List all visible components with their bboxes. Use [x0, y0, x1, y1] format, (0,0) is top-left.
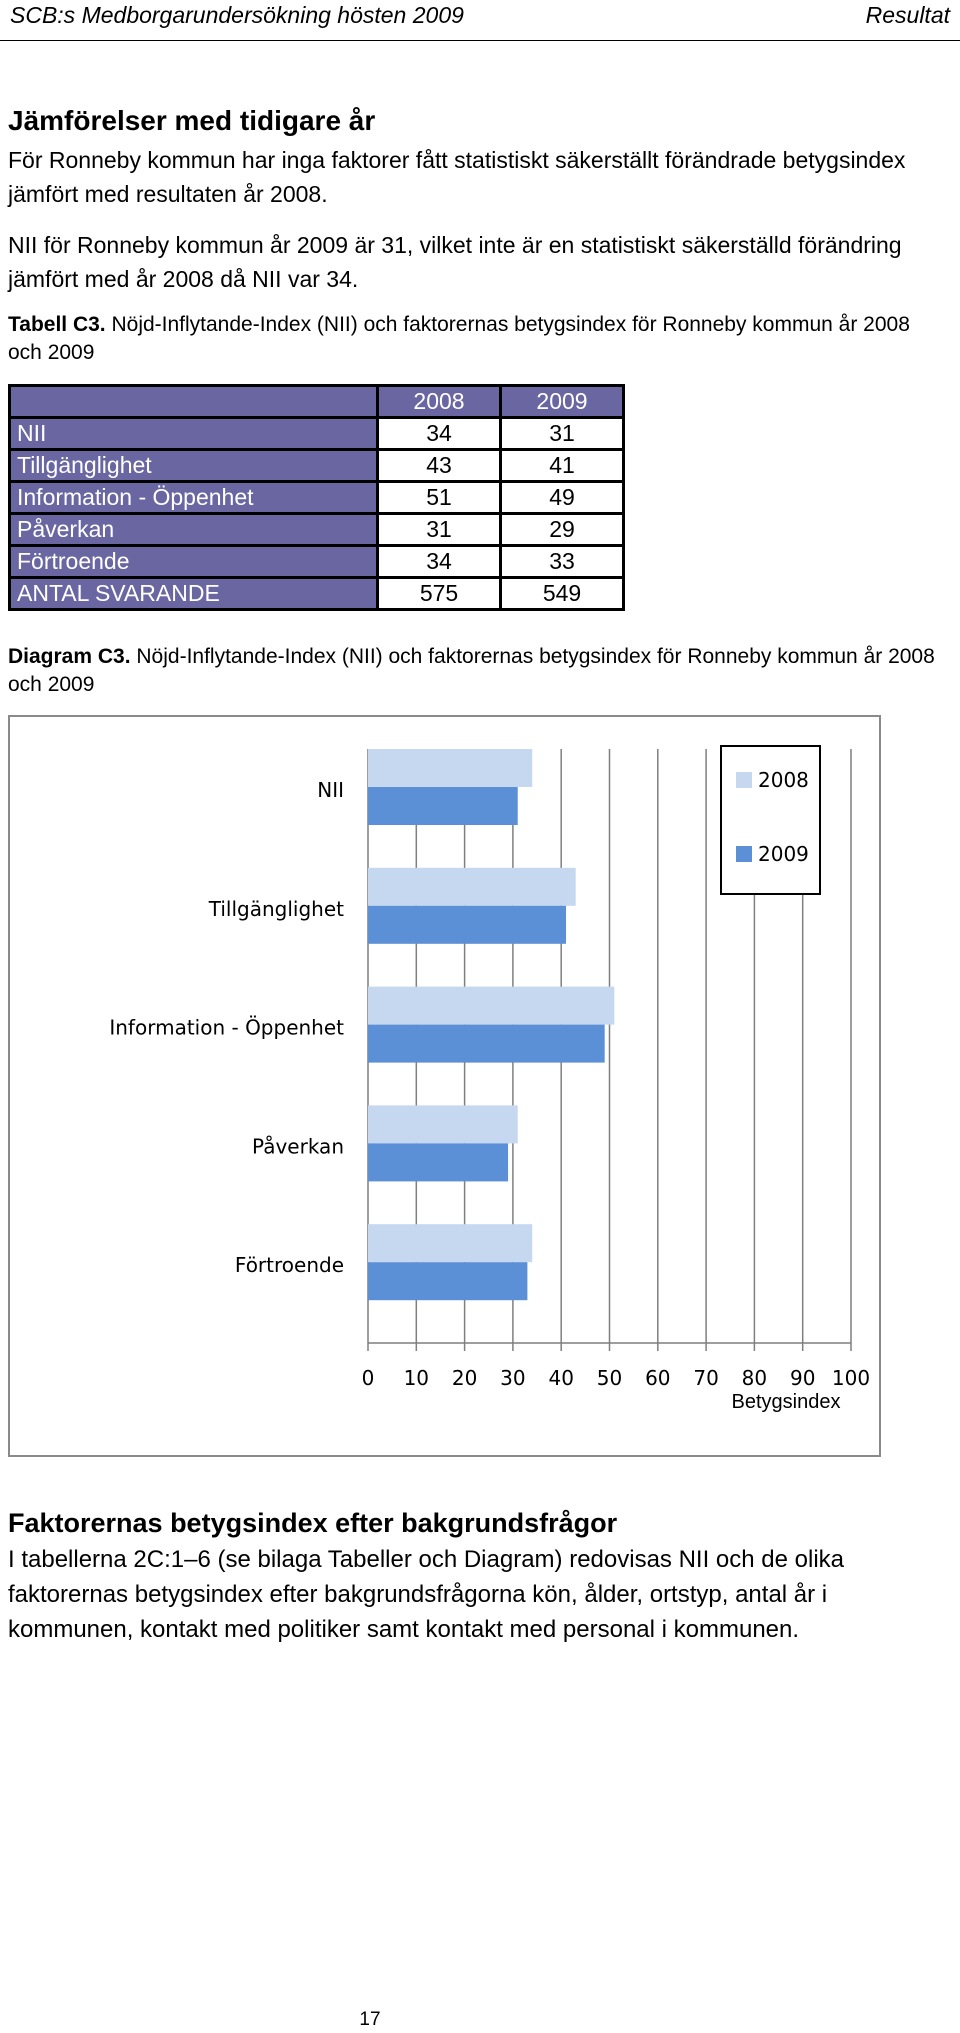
row-label: Information - Öppenhet [10, 482, 378, 514]
value-2009: 31 [501, 418, 624, 450]
header-title: SCB:s Medborgarundersökning hösten 2009 [10, 2, 464, 28]
category-label: Påverkan [252, 1134, 344, 1159]
x-tick-label: 70 [693, 1366, 719, 1390]
table-header-row [10, 386, 624, 418]
bar-2009 [368, 906, 566, 944]
x-tick-label: 100 [831, 1366, 871, 1390]
diagram-caption [8, 643, 948, 699]
value-2008: 31 [378, 514, 501, 546]
legend-label: 2009 [758, 842, 809, 866]
x-tick-label: 90 [789, 1366, 816, 1390]
row-label: Förtroende [10, 546, 378, 578]
header-section: Resultat [865, 2, 950, 28]
bar-2009 [368, 787, 518, 825]
table-row [10, 546, 624, 578]
x-tick-label: 10 [403, 1366, 430, 1390]
x-tick-label: 20 [451, 1366, 478, 1390]
legend-swatch-2009 [736, 846, 752, 862]
diagram-caption-text: Nöjd-Inflytande-Index (NII) och faktorernas betygsindex för Ronneby kommun år 2008 och 2009 [8, 645, 935, 696]
row-label: Tillgänglighet [10, 450, 378, 482]
value-2008: 34 [378, 418, 501, 450]
bar-2009 [368, 1025, 605, 1063]
bar-2008 [368, 1224, 532, 1262]
value-2009: 549 [501, 578, 624, 610]
paragraph-1: För Ronneby kommun har inga faktorer fått statistiskt säkerställt förändrade betygsindex jämfört med resultaten år 2008. [8, 147, 906, 207]
index-table [8, 384, 625, 611]
bar-2009 [368, 1262, 527, 1300]
x-tick-label: 80 [741, 1366, 768, 1390]
running-header [0, 0, 960, 41]
table-header-blank [10, 386, 378, 418]
table-row [10, 450, 624, 482]
x-axis-title: Betygsindex [731, 1391, 841, 1413]
value-2009: 49 [501, 482, 624, 514]
bar-2008 [368, 749, 532, 787]
table-row [10, 578, 624, 610]
value-2009: 41 [501, 450, 624, 482]
diagram-caption-label: Diagram C3. [8, 645, 131, 668]
table-row [10, 482, 624, 514]
category-label: NII [317, 778, 344, 802]
category-label: Tillgänglighet [208, 896, 344, 921]
bar-2008 [368, 1105, 518, 1143]
value-2009: 33 [501, 546, 624, 578]
table-header-2008: 2008 [378, 386, 501, 418]
section-heading-2: Faktorernas betygsindex efter bakgrundsfrågor [8, 1508, 618, 1538]
row-label: NII [10, 418, 378, 450]
legend-label: 2008 [758, 768, 809, 792]
x-tick-label: 0 [361, 1366, 375, 1390]
x-tick-label: 50 [596, 1366, 623, 1390]
bar-2009 [368, 1143, 508, 1181]
paragraph-2: NII för Ronneby kommun år 2009 är 31, vilket inte är en statistiskt säkerställd förändring jämfört med år 2008 då NII var 34. [8, 232, 902, 292]
table-caption-text: Nöjd-Inflytande-Index (NII) och faktorernas betygsindex för Ronneby kommun år 2008 och 2009 [8, 313, 910, 364]
row-label: Påverkan [10, 514, 378, 546]
table-caption [8, 311, 948, 367]
table-row [10, 514, 624, 546]
category-label: Förtroende [234, 1253, 344, 1278]
value-2008: 51 [378, 482, 501, 514]
bar-2008 [368, 868, 576, 906]
x-tick-label: 40 [548, 1366, 574, 1390]
row-label: ANTAL SVARANDE [10, 578, 378, 610]
legend-swatch-2008 [736, 772, 752, 788]
table-header-2009: 2009 [501, 386, 624, 418]
value-2008: 575 [378, 578, 501, 610]
bar-2008 [368, 987, 614, 1025]
table-caption-label: Tabell C3. [8, 313, 106, 336]
bar-chart [10, 717, 879, 1455]
value-2008: 43 [378, 450, 501, 482]
paragraph-3: I tabellerna 2C:1–6 (se bilaga Tabeller och Diagram) redovisas NII och de olika faktorernas betygsindex efter bakgrundsfrågorna kön, ålder, ortstyp, antal år i kommunen, kontakt med politiker samt kontakt med personal i kommunen. [8, 1546, 845, 1643]
section-heading: Jämförelser med tidigare år [8, 105, 376, 136]
value-2008: 34 [378, 546, 501, 578]
x-tick-label: 30 [500, 1366, 526, 1390]
page-number: 17 [359, 2009, 381, 2030]
x-tick-label: 60 [645, 1366, 671, 1390]
category-label: Information - Öppenhet [109, 1015, 344, 1040]
table-row [10, 418, 624, 450]
value-2009: 29 [501, 514, 624, 546]
chart-frame [8, 715, 881, 1457]
